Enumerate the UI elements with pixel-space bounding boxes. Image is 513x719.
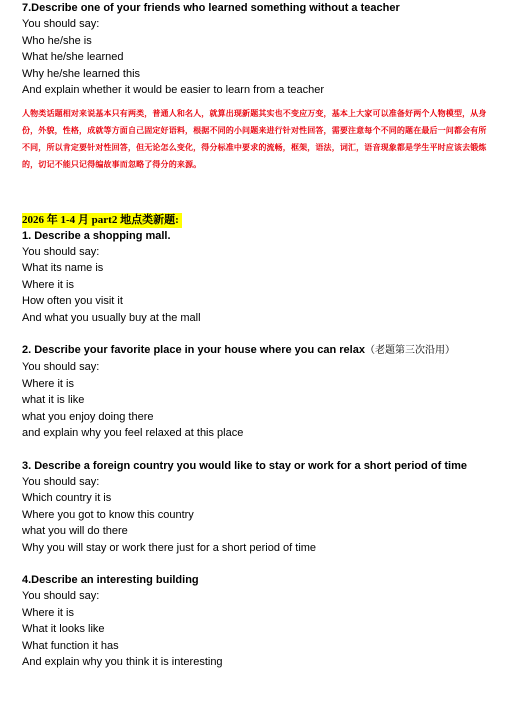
teacher-note: 人物类话题相对来说基本只有两类，普通人和名人，就算出现新题其实也不变应万变，基本上大家可以准备好两个人物模型，从身份，外貌，性格，成就等方面自己固定好语料，根据不同的小问题来进行针对性回答，需要注意每个不同的题在最后一问都会有所不同，所以肯定要针对性回答，但无论怎么变化，得分标准中要求的流畅，框架，语法，词汇，语音现象都是学生平时应该去锻炼的，切记不能只记得编故事而忽略了得分的来源。	[22, 109, 487, 169]
question-3	[22, 458, 492, 556]
cue-point: what you enjoy doing there	[22, 410, 154, 423]
spacer	[22, 556, 492, 572]
cue-point: Where it is	[22, 278, 74, 291]
question-prompt: You should say:	[22, 18, 100, 31]
cue-point: What its name is	[22, 262, 104, 275]
question-prompt: You should say:	[22, 361, 100, 374]
question-2	[22, 342, 492, 441]
question-prompt: You should say:	[22, 246, 100, 259]
cue-point: Why he/she learned this	[22, 67, 141, 80]
question-title-text: 2. Describe your favorite place in your house where you can relax	[22, 344, 365, 357]
cue-point: What it looks like	[22, 623, 105, 636]
question-title: 4.Describe an interesting building	[22, 573, 199, 586]
cue-point: and explain why you feel relaxed at this place	[22, 427, 244, 440]
question-prompt: You should say:	[22, 590, 100, 603]
question-title: 1. Describe a shopping mall.	[22, 229, 171, 242]
cue-point: what you will do there	[22, 525, 128, 538]
question-4	[22, 572, 492, 670]
question-title: 7.Describe one of your friends who learned something without a teacher	[22, 2, 400, 14]
question-title	[22, 342, 492, 359]
cue-point: And explain whether it would be easier to learn from a teacher	[22, 84, 325, 97]
cue-point: Where it is	[22, 606, 74, 619]
spacer	[22, 326, 492, 342]
cue-point: And explain why you think it is interesting	[22, 655, 223, 668]
cue-point: Why you will stay or work there just for a short period of time	[22, 541, 317, 554]
cue-point: What function it has	[22, 639, 119, 652]
question-prompt: You should say:	[22, 475, 100, 488]
cue-point: How often you visit it	[22, 295, 123, 308]
spacer	[22, 174, 492, 210]
cue-point: Which country it is	[22, 492, 112, 505]
question-title: 3. Describe a foreign country you would like to stay or work for a short period of time	[22, 459, 467, 472]
cue-point: What he/she learned	[22, 51, 124, 64]
cue-point: Where it is	[22, 377, 74, 390]
section-header-row	[22, 210, 492, 228]
cue-point: what it is like	[22, 394, 85, 407]
cue-point: Who he/she is	[22, 34, 92, 47]
document-page	[22, 0, 492, 670]
cue-point: Where you got to know this country	[22, 508, 194, 521]
question-7	[22, 0, 492, 98]
cue-point: And what you usually buy at the mall	[22, 311, 201, 324]
question-title-note: （老题第三次沿用）	[364, 345, 455, 357]
spacer	[22, 442, 492, 458]
question-1	[22, 228, 492, 326]
section-header: 2026 年 1-4 月 part2 地点类新题:	[22, 213, 182, 228]
